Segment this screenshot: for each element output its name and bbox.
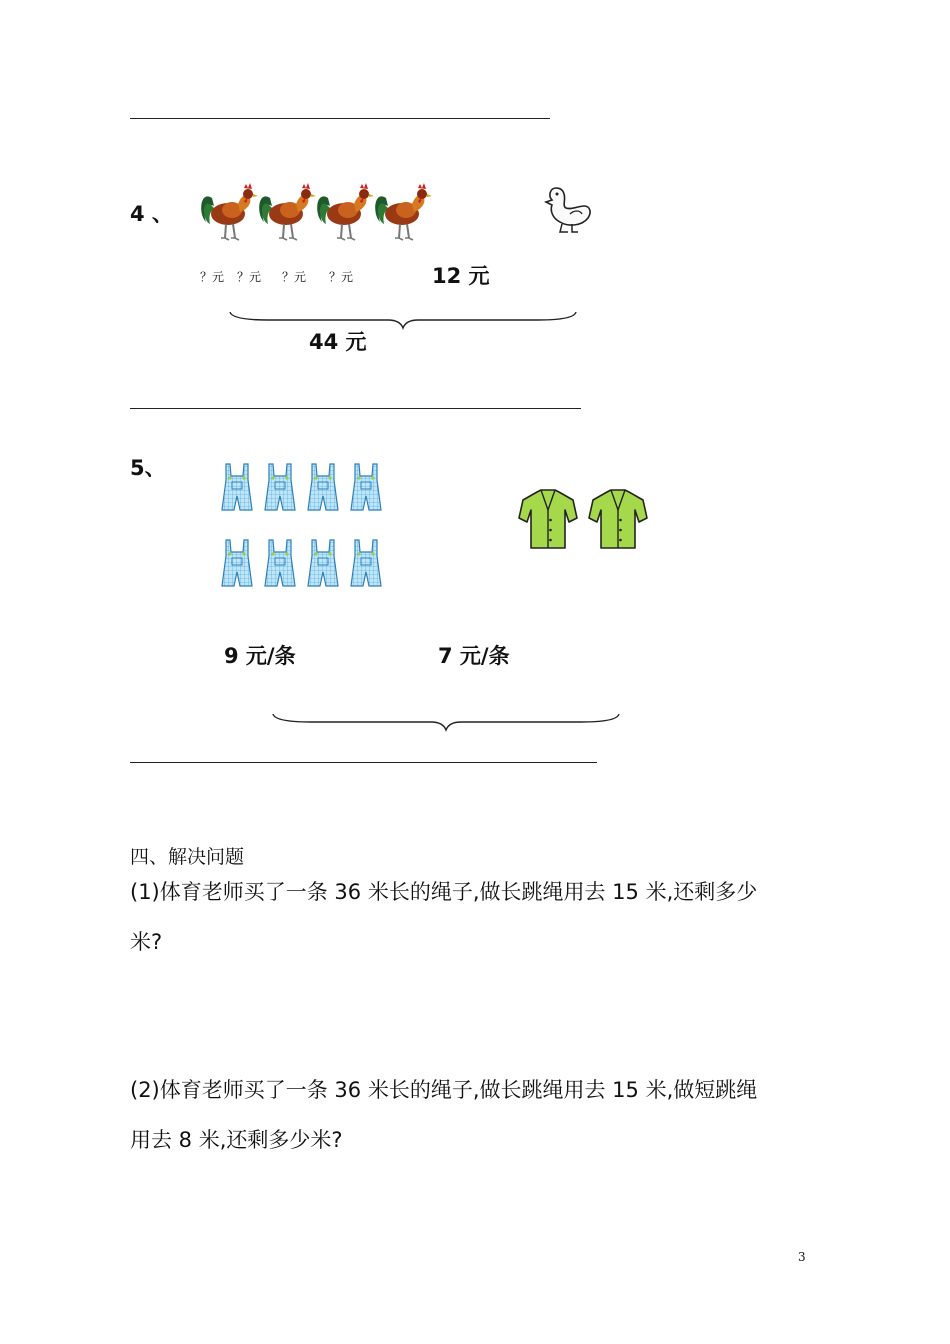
total-44: 44 元: [309, 330, 367, 354]
problem-4-number: 4 、: [130, 202, 173, 226]
overalls-price: 9 元/条: [224, 644, 296, 668]
rooster-price-1: ？元: [200, 270, 225, 284]
rooster-price-4: ？元: [329, 270, 354, 284]
question-2-line-2: 用去 8 米,还剩多少米?: [130, 1128, 343, 1152]
duck-icon: [542, 180, 596, 238]
question-1-line-1: (1)体育老师买了一条 36 米长的绳子,做长跳绳用去 15 米,还剩多少: [130, 880, 758, 904]
duck-price: 12 元: [432, 264, 490, 288]
question-1-line-2: 米?: [130, 930, 163, 954]
jacket-group: [516, 486, 650, 552]
total-brace-4: [228, 308, 578, 330]
answer-line-3: [130, 762, 597, 763]
page-number: 3: [798, 1250, 806, 1264]
rooster-price-2: ？元: [237, 270, 262, 284]
answer-line-2: [130, 408, 581, 409]
section-heading: 四、解决问题: [130, 846, 245, 868]
rooster-group: [198, 180, 438, 244]
jacket-price: 7 元/条: [438, 644, 510, 668]
answer-line-1: [130, 118, 550, 119]
problem-5-number: 5、: [130, 456, 166, 480]
rooster-price-3: ？元: [282, 270, 307, 284]
total-brace-5: [271, 710, 621, 732]
overalls-group: [218, 460, 388, 590]
question-2-line-1: (2)体育老师买了一条 36 米长的绳子,做长跳绳用去 15 米,做短跳绳: [130, 1078, 758, 1102]
